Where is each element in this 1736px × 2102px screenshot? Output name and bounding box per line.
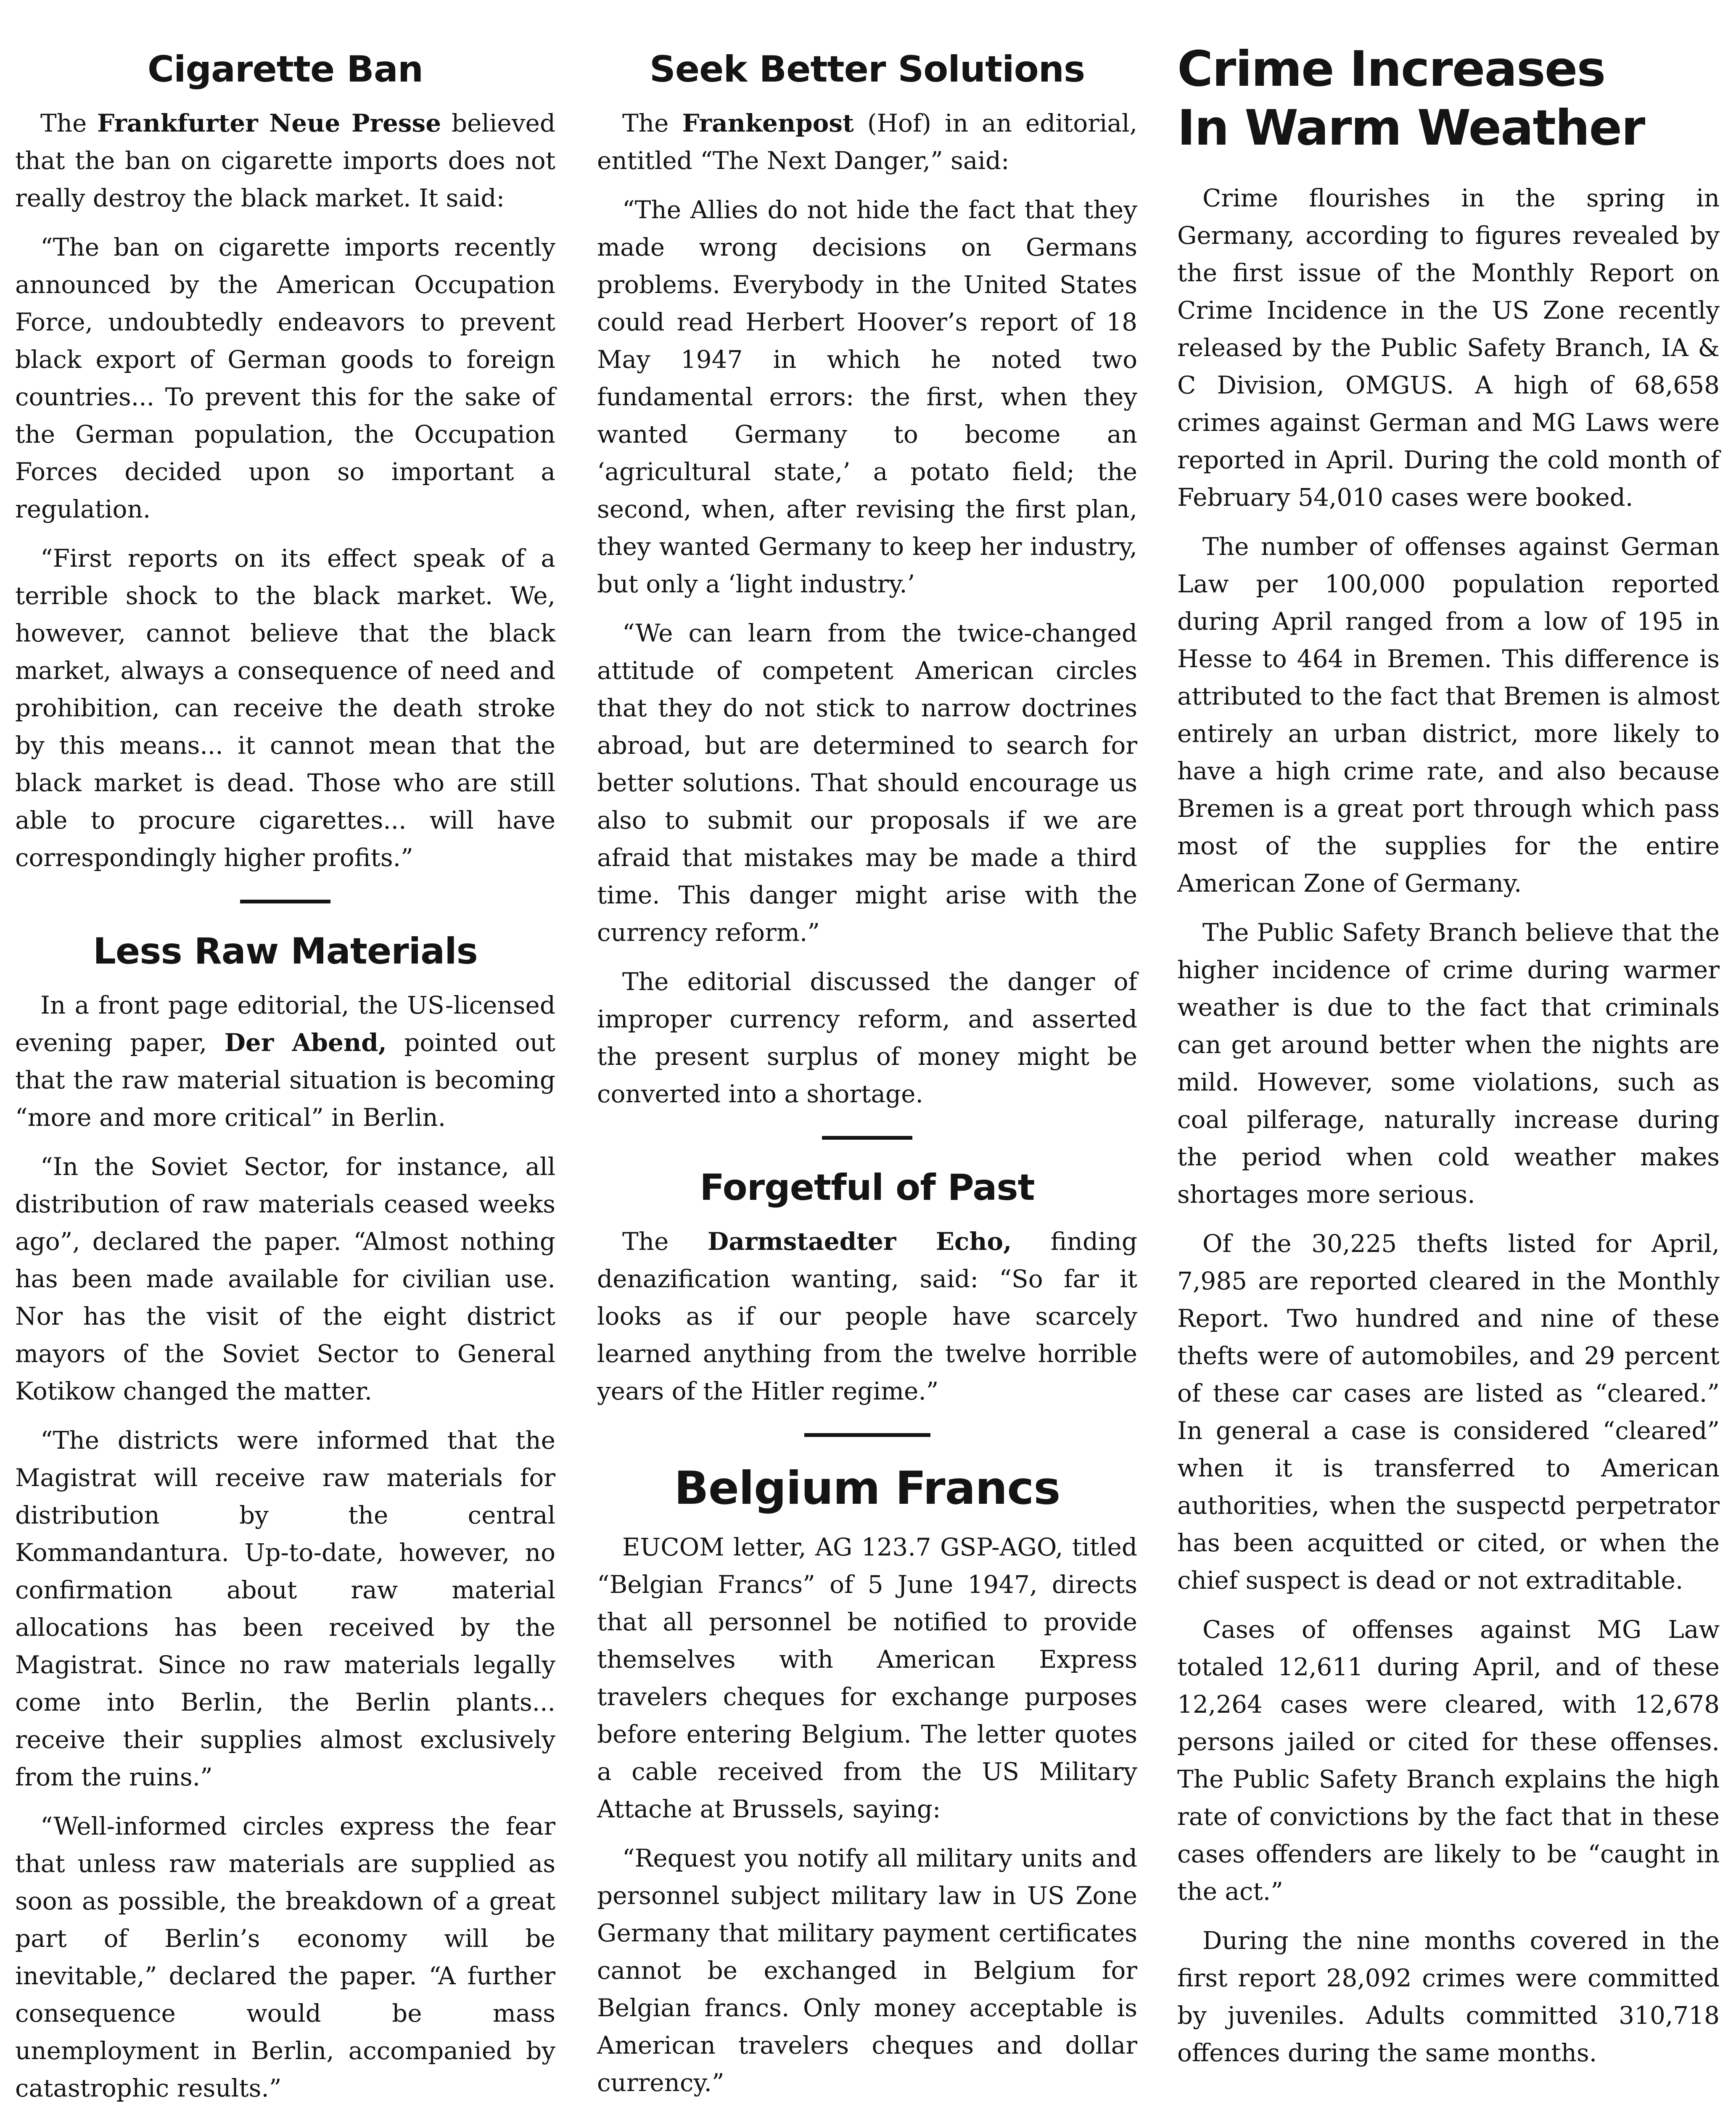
headline-cigarette-ban: Cigarette Ban <box>147 48 423 90</box>
paragraph: “The Allies do not hide the fact that they made wrong decisions on Germans problems. Everybody in the United States could read Herbert Hoover’s report of 18 May 1947 in which he noted two fundamental errors: the first, when they wanted Germany to become an ‘agricultural state,’ a potato field; the second, when, after revising the first plan, they wanted Germany to keep her industry, but only a ‘light industry.’ <box>597 195 1137 598</box>
paragraph: The number of offenses against German Law per 100,000 population reported during April ranged from a low of 195 in Hesse to 464 in Bremen. This difference is attributed to the fact that Bremen is almost entirely an urban district, more likely to have a high crime rate, and also because Bremen is a great port through which pass most of the supplies for the entire American Zone of Germany. <box>1177 532 1720 898</box>
paragraph: The Frankfurter Neue Presse believed that the ban on cigarette imports does not really destroy the black market. It said: <box>15 109 555 212</box>
paragraph: “First reports on its effect speak of a terrible shock to the black market. We, however, cannot believe that the black market, always a consequence of need and prohibition, can receive the death stroke by this means... it cannot mean that the black market is dead. Those who are still able to procure cigarettes... will have correspondingly higher profits.” <box>15 544 555 872</box>
paragraph: In a front page editorial, the US-licensed evening paper, Der Abend, pointed out that the raw material situation is becoming “more and more critical” in Berlin. <box>15 991 555 1132</box>
headline-belgium-francs: Belgium Francs <box>674 1462 1060 1515</box>
paragraph: The Frankenpost (Hof) in an editorial, entitled “The Next Danger,” said: <box>597 109 1137 175</box>
section-divider <box>804 1433 930 1437</box>
paragraph: “Request you notify all military units and personnel subject military law in US Zone Germany that military payment certificates cannot be exchanged in Belgium for Belgian francs. Only money acceptable is American travelers cheques and dollar currency.” <box>597 1844 1137 2097</box>
headline-forgetful-of-past: Forgetful of Past <box>700 1167 1035 1209</box>
headline-less-raw-materials: Less Raw Materials <box>93 930 478 972</box>
paragraph: “We can learn from the twice-changed attitude of competent American circles that they do not stick to narrow doctrines abroad, but are determined to search for better solutions. That should encourage us also to submit our proposals if we are afraid that mistakes may be made a third time. This danger might arise with the currency reform.” <box>597 619 1137 947</box>
paragraph: “In the Soviet Sector, for instance, all distribution of raw materials ceased weeks ago”, declared the paper. “Almost nothing has been made available for civilian use. Nor has the visit of the eight district mayors of the Soviet Sector to General Kotikow changed the matter. <box>15 1152 555 1405</box>
headline-seek-better-solutions: Seek Better Solutions <box>649 48 1085 90</box>
paragraph: The editorial discussed the danger of improper currency reform, and asserted the present surplus of money might be converted into a shortage. <box>597 967 1137 1108</box>
headline-crime-increases: Crime Increases In Warm Weather <box>1177 41 1645 156</box>
newspaper-name: Frankenpost <box>682 109 854 137</box>
section-divider <box>240 900 330 903</box>
paragraph: EUCOM letter, AG 123.7 GSP-AGO, titled “Belgian Francs” of 5 June 1947, directs that all personnel be notified to provide themselves with American Express travelers cheques for exchange purposes before entering Belgium. The letter quotes a cable received from the US Military Attache at Brussels, saying: <box>597 1533 1137 1823</box>
paragraph: “The districts were informed that the Magistrat will receive raw materials for distribution by the central Kommandantura. Up-to-date, however, no confirmation about raw material allocations has been received by the Magistrat. Since no raw materials legally come into Berlin, the Berlin plants... receive their supplies almost exclusively from the ruins.” <box>15 1426 555 1791</box>
column-right <box>1177 40 1720 2084</box>
paragraph: The Darmstaedter Echo, finding denazification wanting, said: “So far it looks as if our people have scarcely learned anything from the twelve horrible years of the Hitler regime.” <box>597 1227 1137 1405</box>
paragraph: Cases of offenses against MG Law totaled 12,611 during April, and of these 12,264 cases were cleared, with 12,678 persons jailed or cited for these offenses. The Public Safety Branch explains the high rate of convictions by the fact that in these cases offenders are likely to be “caught in the act.” <box>1177 1615 1720 1906</box>
paragraph: “The ban on cigarette imports recently announced by the American Occupation Force, undoubtedly endeavors to prevent black export of German goods to foreign countries... To prevent this for the sake of the German population, the Occupation Forces decided upon so important a regulation. <box>15 233 555 523</box>
newspaper-name: Darmstaedter Echo, <box>707 1227 1012 1256</box>
paragraph: “Well-informed circles express the fear that unless raw materials are supplied as soon as possible, the breakdown of a great part of Berlin’s economy will be inevitable,” declared the paper. “A further consequence would be mass unemployment in Berlin, accompanied by catastrophic results.” <box>15 1812 555 2102</box>
paragraph: Of the 30,225 thefts listed for April, 7,985 are reported cleared in the Monthly Report. Two hundred and nine of these thefts were of automobiles, and 29 percent of these car cases are listed as “cleared.” In general a case is considered “cleared” when it is transferred to American authorities, when the suspectd perpetrator has been acquitted or cited, or when the chief suspect is dead or not extraditable. <box>1177 1229 1720 1595</box>
section-divider <box>822 1136 912 1140</box>
newspaper-name: Frankfurter Neue Presse <box>97 109 441 137</box>
paragraph: The Public Safety Branch believe that the higher incidence of crime during warmer weather is due to the fact that criminals can get around better when the nights are mild. However, some violations, such as coal pilferage, naturally increase during the period when cold weather makes shortages more serious. <box>1177 918 1720 1209</box>
paragraph: During the nine months covered in the first report 28,092 crimes were committed by juveniles. Adults committed 310,718 offences during the same months. <box>1177 1926 1720 2067</box>
paragraph: Crime flourishes in the spring in Germany, according to figures revealed by the first issue of the Monthly Report on Crime Incidence in the US Zone recently released by the Public Safety Branch, IA & C Division, OMGUS. A high of 68,658 crimes against German and MG Laws were reported in April. During the cold month of February 54,010 cases were booked. <box>1177 184 1720 512</box>
column-middle <box>597 40 1137 2102</box>
column-left <box>15 40 555 2102</box>
newspaper-name: Der Abend, <box>224 1028 387 1057</box>
